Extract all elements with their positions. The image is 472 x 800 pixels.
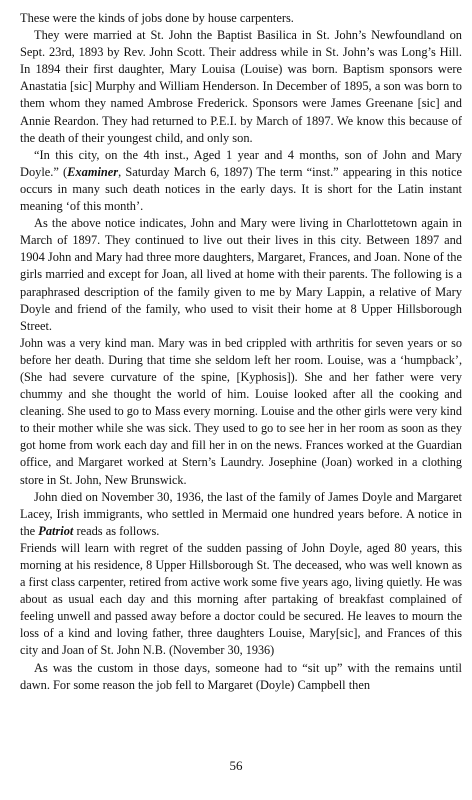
body-text — [20, 10, 462, 694]
examiner-title: Examiner — [67, 164, 119, 179]
death-notice-text-a: “In this city, on the 4th inst., Aged 1 year and 4 months, son of John and Mary Doyle.” ( — [20, 147, 462, 179]
paragraph-death-notice — [20, 147, 462, 215]
family-description-quote: John was a very kind man. Mary was in bed crippled with arthritis for seven years or so before her death. During that time she seldom left her room. Louise, was a ‘humpback’, (She had severe curvature of the spine, [Kyphosis]). She and her father were very chummy and she thought the world of him. Louise looked after all the cooking and cleaning. She used to go to Mass every morning. Louise and the other girls were very kind to their mother while she was sick. They used to go to see her in her room as soon as they got home from work each day and fill her in on the news. Frances worked at the Guardian office, and Margaret worked at Stern’s Laundry. Josephine (Joan) worked in a clothing store in St. John, New Brunswick. — [20, 335, 462, 487]
paragraph-jobs: These were the kinds of jobs done by house carpenters. — [20, 11, 294, 25]
patriot-title: Patriot — [38, 523, 74, 538]
john-died-text-a: John died on November 30, 1936, the last of the family of James Doyle and Margaret Lacey, Irish immigrants, who settled in Mermaid one hundred years before. A notice in the — [20, 489, 462, 538]
paragraph-sit-up: As was the custom in those days, someone had to “sit up” with the remains until dawn. For some reason the job fell to Margaret (Doyle) Campbell then — [20, 660, 462, 692]
paragraph-marriage: They were married at St. John the Baptist Basilica in St. John’s Newfoundland on Sept. 23rd, 1893 by Rev. John Scott. Their address while in St. John’s was Long’s Hill. In 1894 their first daughter, Mary Louisa (Louise) was born. Baptism sponsors were Anastatia [sic] Murphy and William Henderson. In December of 1895, a son was born to them whom they named Ambrose Frederick. Sponsors were James Greenane [sic] and Annie Reardon. They had returned to P.E.I. by March of 1897. We know this because of the death of their youngest child, and only son. — [20, 28, 462, 145]
death-notice-text-b: , Saturday March 6, 1897) The term “inst.” appearing in this notice occurs in many such death notices in the early days. It is short for the Latin instant meaning ‘of this month’. — [20, 164, 462, 214]
john-died-text-b: reads as follows. — [73, 523, 160, 538]
patriot-obituary-quote: Friends will learn with regret of the sudden passing of John Doyle, aged 80 years, this morning at his residence, 8 Upper Hillsborough St. The deceased, who was well known as a first class carpenter, retired from active work some five years ago, living quietly. He was about as usual each day and this morning after partaking of breakfast complained of feeling unwell and passed away before a doctor could be secured. He leaves to mourn the loss of a kind and loving father, three daughters Louise, Mary[sic], and Frances of this city and Joan of St. John N.B. (November 30, 1936) — [20, 540, 462, 658]
paragraph-charlottetown: As the above notice indicates, John and Mary were living in Charlottetown again in March of 1897. They continued to live out their lives in this city. Between 1897 and 1904 John and Mary had three more daughters, Margaret, Frances, and Joan. None of the girls married and except for Joan, all lived at home with their parents. The following is a paraphrased description of the family given to me by Mary Lappin, a relative of Mary Doyle and friend of the family, who used to visit their home at 8 Upper Hillsborough Street. — [20, 216, 462, 333]
paragraph-john-died — [20, 489, 462, 540]
page-number: 56 — [229, 758, 243, 773]
